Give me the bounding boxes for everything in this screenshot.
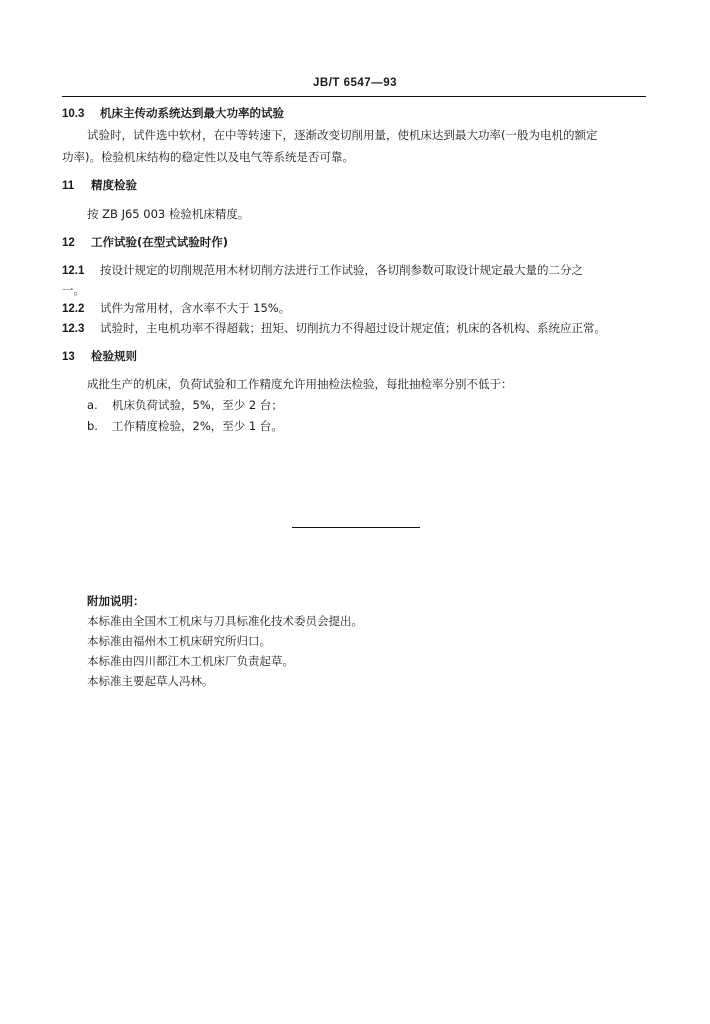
section-13-paragraph: 成批生产的机床，负荷试验和工作精度允许用抽检法检验，每批抽检率分别不低于： [87, 377, 513, 391]
section-number: 13 [62, 351, 75, 363]
section-12-2 [62, 300, 290, 317]
section-text: 试验时，主电机功率不得超载；扭矩、切削抗力不得超过设计规定值；机床的各机构、系统应正常。 [100, 321, 606, 335]
page-header-standard-number: JB/T 6547—93 [313, 77, 397, 89]
list-item-b [87, 418, 283, 434]
section-text: 按设计规定的切削规范用木材切削方法进行工作试验，各切削参数可取设计规定最大量的二分之 [100, 263, 583, 277]
section-text: 试件为常用材，含水率不大于 15%。 [100, 301, 291, 315]
section-10-3-paragraph-line-2: 功率)。检验机床结构的稳定性以及电气等系统是否可靠。 [62, 150, 354, 164]
section-number: 10.3 [62, 108, 85, 120]
notes-line-1: 本标准由全国木工机床与刀具标准化技术委员会提出。 [87, 614, 363, 628]
section-number: 12.3 [62, 323, 85, 335]
end-of-text-rule [292, 527, 420, 528]
notes-line-3: 本标准由四川都江木工机床厂负责起草。 [87, 654, 294, 668]
section-title: 检验规则 [91, 349, 137, 363]
section-title: 工作试验(在型式试验时作) [91, 235, 229, 249]
list-marker: b. [87, 419, 98, 433]
section-title: 机床主传动系统达到最大功率的试验 [100, 106, 284, 120]
notes-title: 附加说明： [87, 594, 145, 608]
section-title: 精度检验 [91, 178, 137, 192]
section-number: 12 [62, 237, 75, 249]
list-item-text: 工作精度检验，2%，至少 1 台。 [112, 419, 283, 433]
notes-line-2: 本标准由福州木工机床研究所归口。 [87, 634, 271, 648]
section-12-1-line-2: 一。 [62, 283, 85, 297]
list-item-a [87, 397, 283, 413]
section-number: 12.2 [62, 303, 85, 315]
section-12-3 [62, 320, 606, 337]
section-12-heading [62, 234, 228, 251]
section-10-3-paragraph-line-1: 试验时，试件选中软材，在中等转速下，逐渐改变切削用量，使机床达到最大功率(一般为电机的额定 [87, 128, 598, 142]
section-number: 11 [62, 180, 75, 192]
section-11-paragraph: 按 ZB J65 003 检验机床精度。 [87, 207, 250, 221]
section-12-1-line-1 [62, 262, 583, 279]
list-marker: a. [87, 398, 98, 412]
notes-line-4: 本标准主要起草人冯林。 [87, 674, 214, 688]
header-rule [62, 96, 646, 97]
section-10-3-heading [62, 105, 284, 122]
section-number: 12.1 [62, 265, 85, 277]
section-11-heading [62, 177, 137, 194]
list-item-text: 机床负荷试验，5%，至少 2 台； [112, 398, 283, 412]
section-13-heading [62, 348, 137, 365]
